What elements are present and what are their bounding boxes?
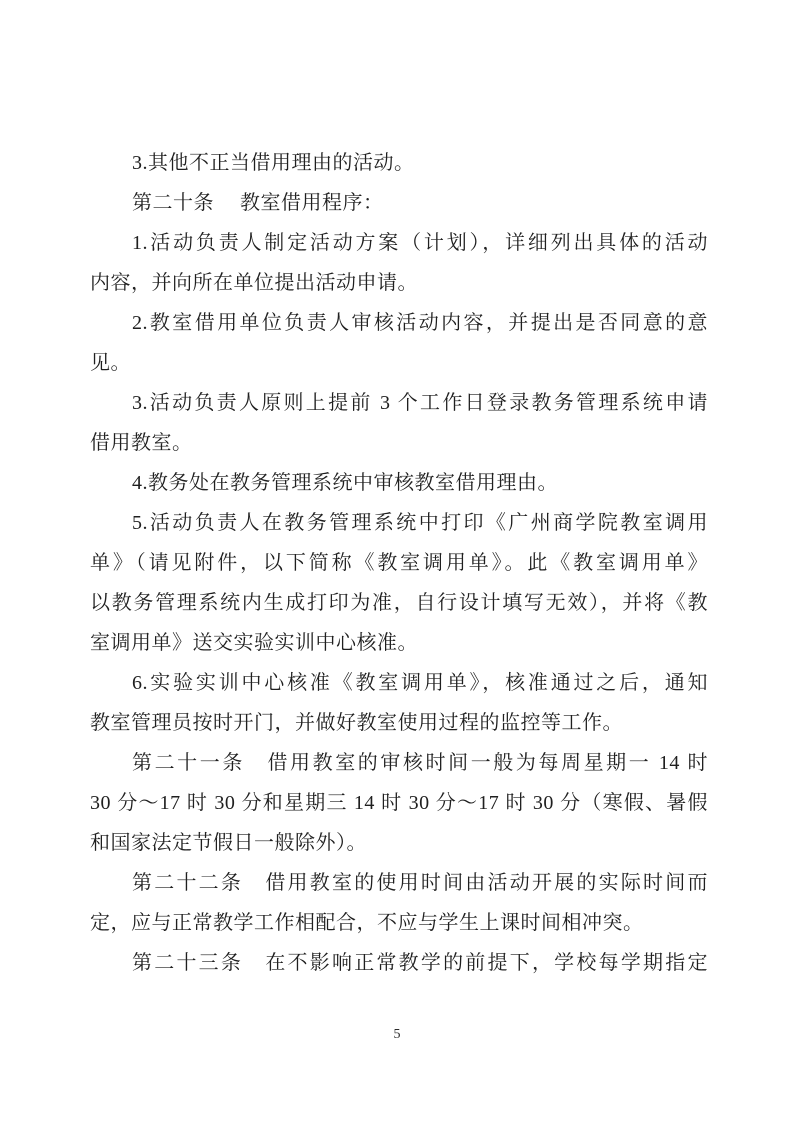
text-line: 3.其他不正当借用理由的活动。 [132,152,415,174]
text-line: 第二十三条 在不影响正常教学的前提下，学校每学期指定 [132,952,708,974]
text-line: 30 分～17 时 30 分和星期三 14 时 30 分～17 时 30 分（寒假、暑假 [90,792,708,814]
document-body [90,143,708,983]
text-line: 见。 [90,352,131,374]
text-line: 借用教室。 [90,432,193,454]
text-line: 内容，并向所在单位提出活动申请。 [90,272,418,294]
page-number: 5 [393,1027,401,1042]
text-line: 5.活动负责人在教务管理系统中打印《广州商学院教室调用 [132,512,708,534]
text-line: 第二十条 教室借用程序： [132,192,384,214]
text-line: 第二十一条 借用教室的审核时间一般为每周星期一 14 时 [132,752,708,774]
text-line: 6.实验实训中心核准《教室调用单》，核准通过之后，通知 [132,672,708,694]
text-line: 第二十二条 借用教室的使用时间由活动开展的实际时间而 [132,872,708,894]
text-line: 1.活动负责人制定活动方案（计划），详细列出具体的活动 [132,232,708,254]
text-line: 定，应与正常教学工作相配合，不应与学生上课时间相冲突。 [90,912,644,934]
text-line: 单》（请见附件，以下简称《教室调用单》。此《教室调用单》 [90,552,708,574]
text-line: 室调用单》送交实验实训中心核准。 [90,632,418,654]
text-line: 以教务管理系统内生成打印为准，自行设计填写无效），并将《教 [90,592,708,614]
text-line: 教室管理员按时开门，并做好教室使用过程的监控等工作。 [90,712,623,734]
text-line: 2.教室借用单位负责人审核活动内容，并提出是否同意的意 [132,312,708,334]
text-line: 和国家法定节假日一般除外）。 [90,832,367,854]
text-line: 4.教务处在教务管理系统中审核教室借用理由。 [132,472,558,494]
text-line: 3.活动负责人原则上提前 3 个工作日登录教务管理系统申请 [132,392,708,414]
